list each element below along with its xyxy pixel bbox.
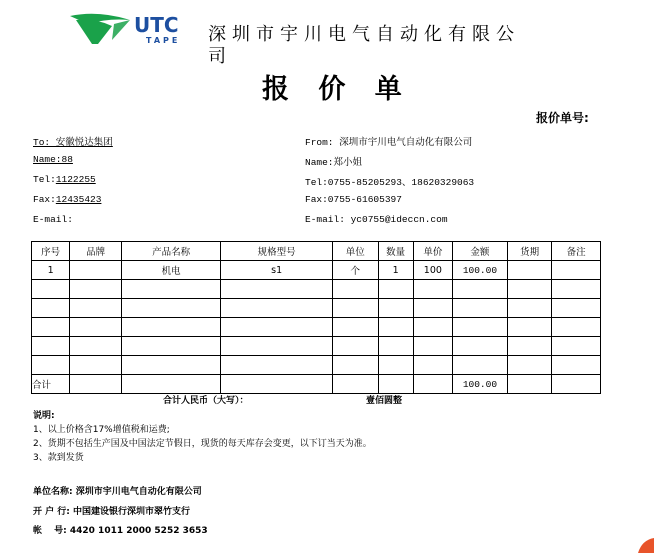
table-cell bbox=[507, 261, 551, 280]
table-cell bbox=[221, 280, 333, 299]
table-cell bbox=[552, 375, 601, 394]
header-cell: 单价 bbox=[413, 242, 452, 261]
table-cell bbox=[413, 318, 452, 337]
table-cell bbox=[453, 299, 508, 318]
table-cell bbox=[121, 280, 220, 299]
table-row bbox=[32, 356, 601, 375]
table-cell bbox=[121, 356, 220, 375]
table-cell bbox=[70, 318, 122, 337]
to-name-value: 88 bbox=[61, 154, 73, 165]
quote-number-label: 报价单号: bbox=[536, 111, 589, 125]
table-row bbox=[32, 261, 601, 280]
table-cell bbox=[378, 299, 413, 318]
table-cell bbox=[507, 356, 551, 375]
from-email: E-mail: yc0755@ideccn.com bbox=[305, 214, 448, 225]
table-total-row bbox=[32, 375, 601, 394]
quote-items-table bbox=[31, 241, 601, 394]
to-fax-value: 12435423 bbox=[55, 194, 102, 205]
table-cell: 1 bbox=[378, 261, 413, 280]
table-cell bbox=[32, 299, 70, 318]
table-cell bbox=[507, 337, 551, 356]
header-cell: 规格型号 bbox=[221, 242, 333, 261]
total-label: 合计 bbox=[32, 375, 70, 394]
table-cell: 1 bbox=[32, 261, 70, 280]
table-cell: s1 bbox=[221, 261, 333, 280]
from-name: Name:郑小姐 bbox=[305, 157, 363, 168]
table-cell bbox=[378, 375, 413, 394]
table-cell bbox=[121, 318, 220, 337]
notes-title: 说明: bbox=[33, 411, 55, 421]
to-name bbox=[33, 154, 73, 165]
table-cell bbox=[221, 375, 333, 394]
table-cell bbox=[32, 318, 70, 337]
table-cell bbox=[552, 280, 601, 299]
company-logo bbox=[68, 10, 208, 46]
corner-decoration-icon bbox=[632, 536, 654, 553]
table-cell: 100 bbox=[413, 261, 452, 280]
table-cell bbox=[121, 375, 220, 394]
table-row bbox=[32, 337, 601, 356]
table-cell bbox=[32, 337, 70, 356]
table-cell bbox=[453, 318, 508, 337]
table-cell bbox=[552, 318, 601, 337]
to-tel-label: Tel: bbox=[33, 174, 56, 185]
table-cell: 机电 bbox=[121, 261, 220, 280]
table-cell: 个 bbox=[333, 261, 379, 280]
table-cell bbox=[378, 280, 413, 299]
table-cell bbox=[378, 318, 413, 337]
unit-label: 单位名称: bbox=[33, 487, 73, 497]
table-cell bbox=[413, 375, 452, 394]
to-fax-label: Fax: bbox=[33, 194, 56, 205]
header-cell: 数量 bbox=[378, 242, 413, 261]
table-cell bbox=[70, 280, 122, 299]
account-label: 帐 号: bbox=[33, 526, 67, 536]
table-header-row bbox=[32, 242, 601, 261]
table-cell bbox=[70, 299, 122, 318]
table-cell bbox=[507, 280, 551, 299]
table-cell bbox=[413, 337, 452, 356]
table-cell bbox=[413, 299, 452, 318]
table-cell bbox=[378, 337, 413, 356]
account-line bbox=[33, 523, 208, 536]
note-item: 2、货期不包括生产国及中国法定节假日，现货的每天库存会变更，以下订当天为准。 bbox=[33, 439, 372, 449]
table-cell bbox=[453, 280, 508, 299]
table-cell bbox=[333, 375, 379, 394]
header-cell: 单位 bbox=[333, 242, 379, 261]
table-cell bbox=[333, 337, 379, 356]
table-cell bbox=[221, 356, 333, 375]
header-cell: 序号 bbox=[32, 242, 70, 261]
table-cell bbox=[507, 299, 551, 318]
table-cell bbox=[70, 261, 122, 280]
header-cell: 产品名称 bbox=[121, 242, 220, 261]
logo-brand: UTC bbox=[134, 13, 179, 37]
total-amount: 100.00 bbox=[453, 375, 508, 394]
header-cell: 备注 bbox=[552, 242, 601, 261]
from-fax: Fax:0755-61605397 bbox=[305, 194, 402, 205]
header-cell: 品牌 bbox=[70, 242, 122, 261]
table-cell bbox=[453, 337, 508, 356]
unit-line bbox=[33, 484, 202, 497]
bank-label: 开 户 行: bbox=[33, 507, 70, 517]
table-cell bbox=[221, 337, 333, 356]
table-cell bbox=[552, 356, 601, 375]
to-tel bbox=[33, 174, 96, 185]
table-cell bbox=[453, 356, 508, 375]
table-row bbox=[32, 280, 601, 299]
to-customer: To: 安徽悦达集团 bbox=[33, 137, 113, 148]
table-cell bbox=[507, 375, 551, 394]
table-cell bbox=[121, 337, 220, 356]
table-cell bbox=[70, 375, 122, 394]
table-cell bbox=[507, 318, 551, 337]
table-cell bbox=[378, 356, 413, 375]
rmb-total-value: 壹佰圆整 bbox=[366, 396, 403, 406]
table-cell bbox=[413, 280, 452, 299]
table-cell bbox=[333, 280, 379, 299]
to-tel-value: 1122255 bbox=[55, 174, 96, 185]
rmb-total-label: 合计人民币（大写）： bbox=[163, 396, 249, 406]
unit-value: 深圳市宇川电气自动化有限公司 bbox=[75, 487, 202, 497]
to-fax bbox=[33, 194, 101, 205]
table-cell bbox=[333, 299, 379, 318]
to-email-label: E-mail: bbox=[33, 214, 73, 225]
table-row bbox=[32, 318, 601, 337]
header-cell: 金额 bbox=[453, 242, 508, 261]
account-value: 4420 1011 2000 5252 3653 bbox=[69, 526, 208, 536]
table-cell bbox=[121, 299, 220, 318]
table-cell bbox=[32, 280, 70, 299]
table-cell bbox=[32, 356, 70, 375]
table-row bbox=[32, 299, 601, 318]
table-cell: 100.00 bbox=[453, 261, 508, 280]
table-cell bbox=[552, 337, 601, 356]
document-title: 报 价 单 bbox=[262, 74, 412, 105]
table-cell bbox=[333, 318, 379, 337]
note-item: 3、款到发货 bbox=[33, 453, 84, 463]
table-cell bbox=[552, 299, 601, 318]
bank-line bbox=[33, 504, 190, 517]
bank-value: 中国建设银行深圳市翠竹支行 bbox=[73, 507, 191, 517]
table-cell bbox=[333, 356, 379, 375]
note-item: 1、以上价格含17%增值税和运费; bbox=[33, 425, 170, 435]
from-tel: Tel:0755-85205293、18620329063 bbox=[305, 177, 475, 188]
to-name-label: Name: bbox=[33, 154, 62, 165]
table-cell bbox=[221, 299, 333, 318]
table-cell bbox=[221, 318, 333, 337]
header-cell: 货期 bbox=[507, 242, 551, 261]
from-company: From: 深圳市宇川电气自动化有限公司 bbox=[305, 137, 473, 148]
logo-sub: TAPE bbox=[146, 36, 181, 45]
table-cell bbox=[70, 337, 122, 356]
company-name-title: 深圳市宇川电气自动化有限公司 bbox=[208, 24, 520, 67]
table-cell bbox=[70, 356, 122, 375]
table-cell bbox=[552, 261, 601, 280]
table-cell bbox=[413, 356, 452, 375]
